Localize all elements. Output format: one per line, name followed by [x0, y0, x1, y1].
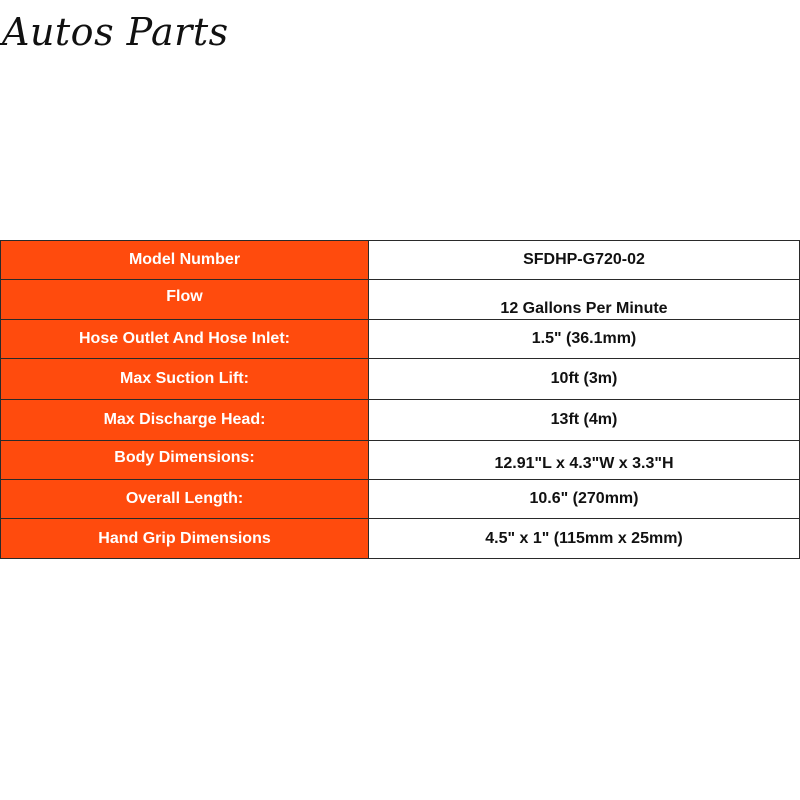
spec-value-hand-grip-dimensions: 4.5" x 1" (115mm x 25mm)	[369, 519, 800, 559]
spec-value-model-number: SFDHP-G720-02	[369, 241, 800, 280]
table-row	[1, 519, 800, 559]
spec-value-hose-outlet-inlet: 1.5" (36.1mm)	[369, 320, 800, 359]
table-row	[1, 359, 800, 400]
table-row	[1, 441, 800, 480]
spec-label-flow: Flow	[1, 280, 369, 320]
spec-label-overall-length: Overall Length:	[1, 480, 369, 519]
spec-value-overall-length: 10.6" (270mm)	[369, 480, 800, 519]
table-row	[1, 480, 800, 519]
table-row	[1, 280, 800, 320]
table-row	[1, 241, 800, 280]
spec-table	[0, 240, 800, 559]
spec-value-body-dimensions: 12.91"L x 4.3"W x 3.3"H	[369, 441, 800, 480]
table-row	[1, 320, 800, 359]
spec-label-body-dimensions: Body Dimensions:	[1, 441, 369, 480]
table-row	[1, 400, 800, 441]
brand-watermark: Autos Parts	[2, 10, 229, 54]
spec-value-max-discharge-head: 13ft (4m)	[369, 400, 800, 441]
spec-label-hand-grip-dimensions: Hand Grip Dimensions	[1, 519, 369, 559]
spec-label-max-discharge-head: Max Discharge Head:	[1, 400, 369, 441]
spec-label-model-number: Model Number	[1, 241, 369, 280]
spec-label-hose-outlet-inlet: Hose Outlet And Hose Inlet:	[1, 320, 369, 359]
spec-value-max-suction-lift: 10ft (3m)	[369, 359, 800, 400]
spec-value-flow: 12 Gallons Per Minute	[369, 280, 800, 320]
spec-label-max-suction-lift: Max Suction Lift:	[1, 359, 369, 400]
